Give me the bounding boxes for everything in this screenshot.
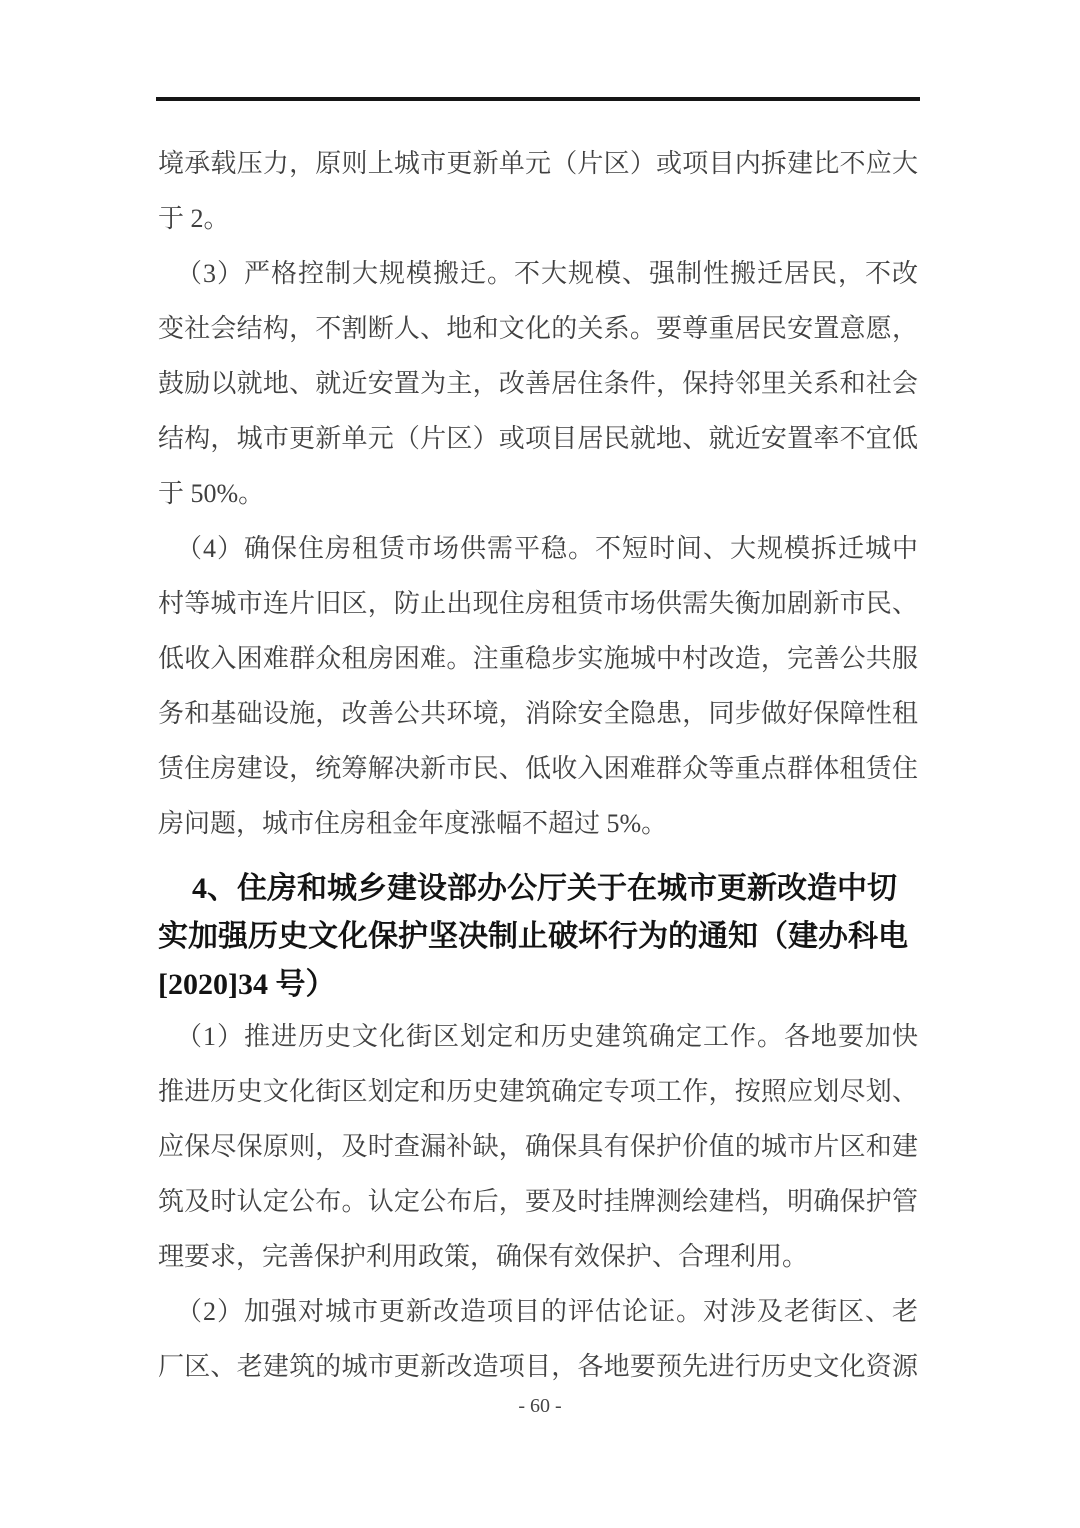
section-heading (158, 865, 918, 1009)
text-line: （2）加强对城市更新改造项目的评估论证。对涉及老街区、老 (176, 1297, 918, 1326)
text-line: （3）严格控制大规模搬迁。不大规模、强制性搬迁居民，不改 (176, 259, 918, 288)
heading-line: 实加强历史文化保护坚决制止破坏行为的通知（建办科电 (158, 920, 908, 953)
text-line: 房问题，城市住房租金年度涨幅不超过 5%。 (158, 809, 668, 838)
heading-line: 4、住房和城乡建设部办公厅关于在城市更新改造中切 (192, 872, 897, 905)
text-line: 境承载压力，原则上城市更新单元（片区）或项目内拆建比不应大 (158, 149, 918, 178)
paragraph-item-1 (158, 1009, 918, 1284)
text-line: 赁住房建设，统筹解决新市民、低收入困难群众等重点群体租赁住 (158, 754, 918, 783)
text-line: 变社会结构，不割断人、地和文化的关系。要尊重居民安置意愿， (158, 314, 918, 343)
text-line: 推进历史文化街区划定和历史建筑确定专项工作，按照应划尽划、 (158, 1077, 918, 1106)
paragraph-item-4 (158, 521, 918, 851)
text-line: 村等城市连片旧区，防止出现住房租赁市场供需失衡加剧新市民、 (158, 589, 918, 618)
text-line: 于 50%。 (158, 479, 265, 508)
text-line: 鼓励以就地、就近安置为主，改善居住条件，保持邻里关系和社会 (158, 369, 918, 398)
text-line: （4）确保住房租赁市场供需平稳。不短时间、大规模拆迁城中 (176, 534, 918, 563)
page-number: - 60 - (518, 1395, 562, 1417)
text-line: 应保尽保原则，及时查漏补缺，确保具有保护价值的城市片区和建 (158, 1132, 918, 1161)
text-line: 厂区、老建筑的城市更新改造项目，各地要预先进行历史文化资源 (158, 1352, 918, 1381)
document-content (158, 136, 918, 1394)
paragraph-item-2 (158, 1284, 918, 1394)
text-line: 理要求，完善保护利用政策，确保有效保护、合理利用。 (158, 1242, 809, 1271)
text-line: 低收入困难群众租房困难。注重稳步实施城中村改造，完善公共服 (158, 644, 918, 673)
text-line: （1）推进历史文化街区划定和历史建筑确定工作。各地要加快 (176, 1022, 918, 1051)
text-line: 务和基础设施，改善公共环境，消除安全隐患，同步做好保障性租 (158, 699, 918, 728)
text-line: 于 2。 (158, 204, 230, 233)
text-line: 结构，城市更新单元（片区）或项目居民就地、就近安置率不宜低 (158, 424, 918, 453)
text-line: 筑及时认定公布。认定公布后，要及时挂牌测绘建档，明确保护管 (158, 1187, 918, 1216)
header-rule (156, 97, 920, 101)
paragraph-item-3 (158, 246, 918, 521)
heading-line: [2020]34 号） (158, 968, 336, 1001)
paragraph-continuation (158, 136, 918, 246)
